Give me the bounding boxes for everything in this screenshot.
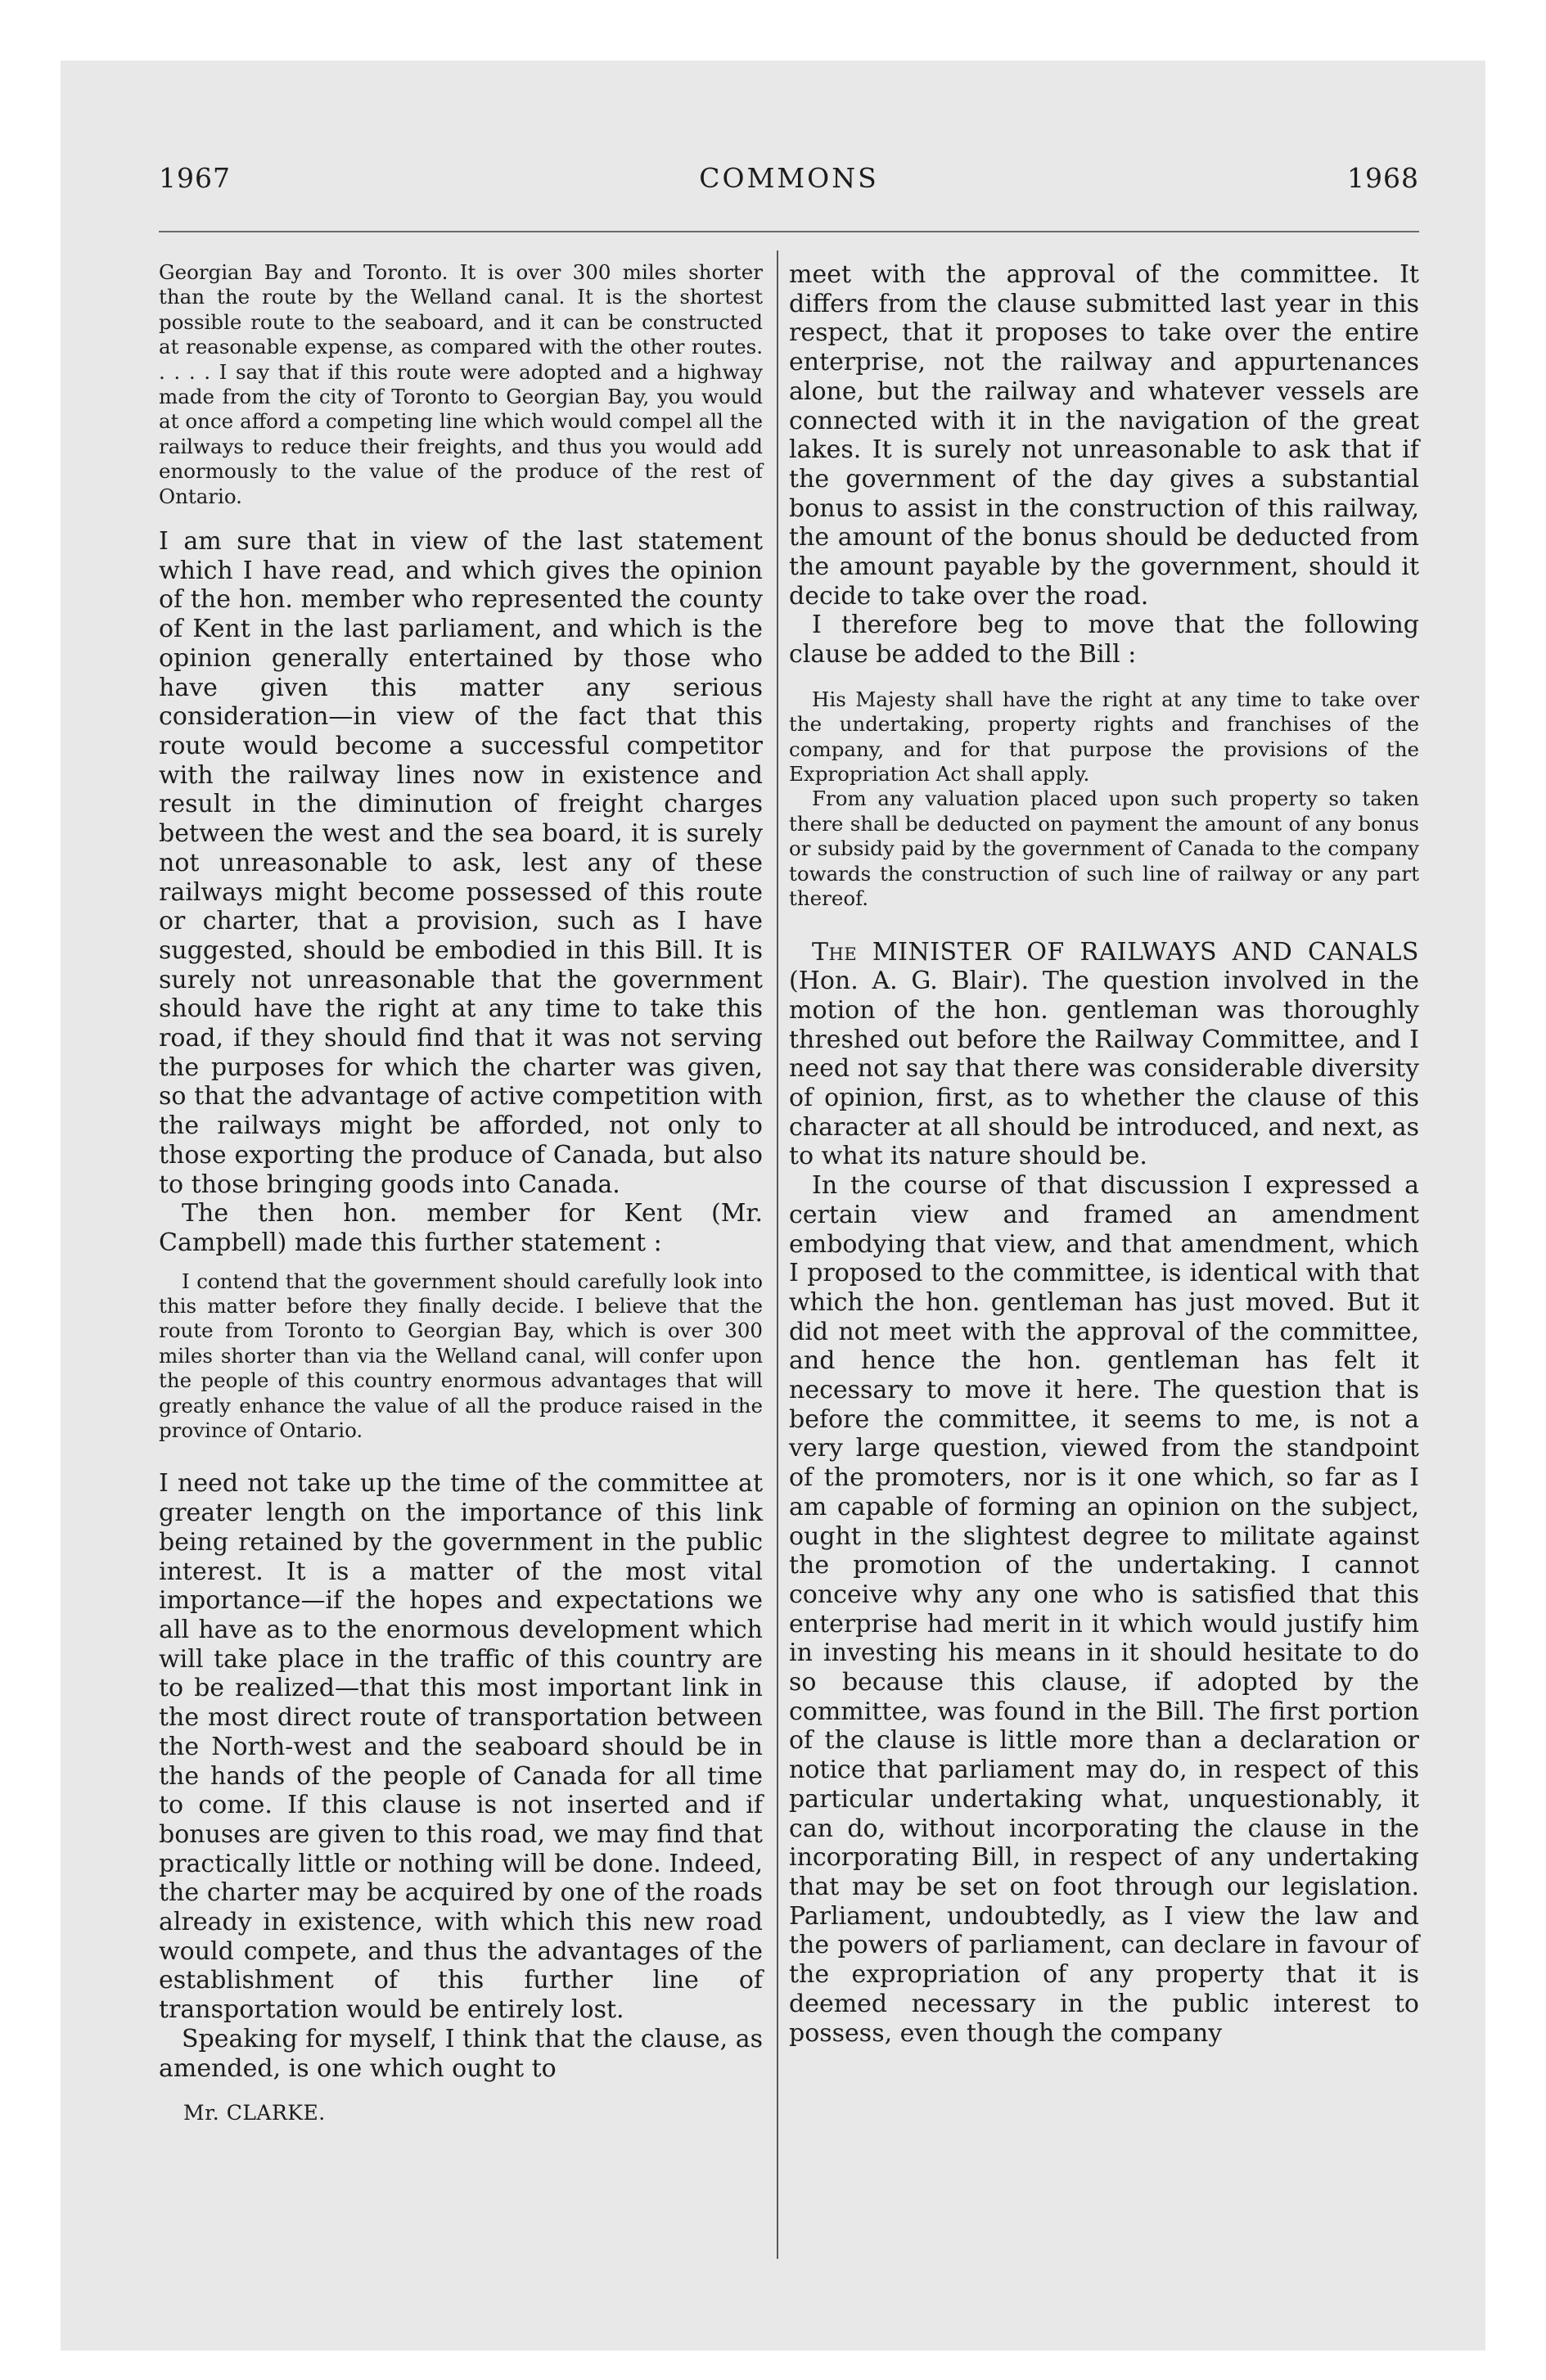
running-title: COMMONS bbox=[699, 162, 879, 194]
right-paragraph-1: meet with the approval of the committee. It differs from the clause submitted last year in this respect, that it proposes to take over the entire enterprise, not the railway and appurtenances alone, but the railway and whatever vessels are connected with it in the navigation of the great lakes. It is surely not unreasonable to ask that if the government of the day gives a substantial bonus to assist in the construction of this railway, the amount of the bonus should be deducted from the amount payable by the government, should it decide to take over the road. bbox=[789, 260, 1419, 611]
right-paragraph-2: I therefore beg to move that the following clause be added to the Bill : bbox=[789, 611, 1419, 669]
left-paragraph-3: I need not take up the time of the committee at greater length on the importance of this link being retained by the government in the public interest. It is a matter of the most vital importance—if the hopes and expectations we all have as to the enormous development which will take place in the traffic of this country are to be realized—that this most important link in the most direct route of transportation between the North-west and the seaboard should be in the hands of the people of Canada for all time to come. If this clause is not inserted and if bonuses are given to this road, we may find that practically little or nothing will be done. Indeed, the charter may be acquired by one of the roads already in existence, with which this new road would compete, and thus the advantages of the establishment of this further line of transportation would be entirely lost. bbox=[159, 1469, 763, 2025]
speaker-name: The MINISTER OF RAILWAYS AND CANALS bbox=[812, 937, 1419, 967]
right-paragraph-4: In the course of that discussion I expressed a certain view and framed an amendment embodying that view, and that amendment, which I proposed to the committee, is identical with that which the hon. gentleman has just moved. But it did not meet with the approval of the committee, and hence the hon. gentleman has felt it necessary to move it here. The question that is before the committee, it seems to me, is not a very large question, viewed from the standpoint of the promoters, nor is it one which, so far as I am capable of forming an opinion on the subject, ought in the slightest degree to militate against the promotion of the undertaking. I cannot conceive why any one who is satisfied that this enterprise had merit in it which would justify him in investing his means in it should hesitate to do so because this clause, if adopted by the committee, was found in the Bill. The first portion of the clause is little more than a declaration or notice that parliament may do, in respect of this particular undertaking what, unquestionably, it can do, without incorporating the clause in the incorporating Bill, in respect of any undertaking that may be set on foot through our legislation. Parliament, undoubtedly, as I view the law and the powers of parliament, can declare in favour of the expropriation of any property that it is deemed necessary in the public interest to possess, even though the company bbox=[789, 1171, 1419, 2048]
speaker-signature: Mr. CLARKE. bbox=[183, 2101, 326, 2125]
speaker-intro-text: (Hon. A. G. Blair). The question involved in the motion of the hon. gentleman was thoroughly threshed out before the Railway Committee, and I need not say that there was considerable diversity of opinion, first, as to whether the clause of this character at all should be introduced, and next, as to what its nature should be. bbox=[789, 967, 1419, 1171]
column-divider bbox=[777, 250, 778, 2259]
left-paragraph-1: I am sure that in view of the last statement which I have read, and which gives the opinion of the hon. member who represented the county of Kent in the last parliament, and which is the opinion generally entertained by those who have given this matter any serious consideration—in view of the fact that this route would become a successful competitor with the railway lines now in existence and result in the diminution of freight charges between the west and the sea board, it is surely not unreasonable to ask, lest any of these railways might become possessed of this route or charter, that a provision, such as I have suggested, should be embodied in this Bill. It is surely not unreasonable that the government should have the right at any time to take this road, if they should find that it was not serving the purposes for which the charter was given, so that the advantage of active competition with the railways might be afforded, not only to those exporting the produce of Canada, but also to those bringing goods into Canada. bbox=[159, 527, 763, 1199]
left-paragraph-4: Speaking for myself, I think that the clause, as amended, is one which ought to bbox=[159, 2024, 763, 2083]
page-header bbox=[159, 162, 1419, 203]
header-rule bbox=[159, 231, 1419, 232]
motion-clause-2: From any valuation placed upon such property so taken there shall be deducted on payment the amount of any bonus or subsidy paid by the government of Canada to the company towards the construction of such line of railway or any part thereof. bbox=[789, 787, 1419, 911]
minister-speech-opening bbox=[789, 938, 1419, 1172]
motion-clause-1: His Majesty shall have the right at any time to take over the undertaking, property rights and franchises of the company, and for that purpose the provisions of the Expropriation Act shall apply. bbox=[789, 687, 1419, 787]
left-paragraph-2: The then hon. member for Kent (Mr. Campbell) made this further statement : bbox=[159, 1199, 763, 1257]
right-column bbox=[789, 260, 1419, 2048]
left-quote-1: Georgian Bay and Toronto. It is over 300 miles shorter than the route by the Welland canal. It is the shortest possible route to the seaboard, and it can be constructed at reasonable expense, as compared with the other routes. . . . . I say that if this route were adopted and a highway made from the city of Toronto to Georgian Bay, you would at once afford a competing line which would compel all the railways to reduce their freights, and thus you would add enormously to the value of the produce of the rest of Ontario. bbox=[159, 260, 763, 508]
page-number-left: 1967 bbox=[159, 162, 231, 194]
page-number-right: 1968 bbox=[1347, 162, 1419, 194]
left-column bbox=[159, 260, 763, 2125]
left-quote-2: I contend that the government should carefully look into this matter before they finally decide. I believe that the route from Toronto to Georgian Bay, which is over 300 miles shorter than via the Welland canal, will confer upon the people of this country enormous advantages that will greatly enhance the value of all the produce raised in the province of Ontario. bbox=[159, 1269, 763, 1443]
